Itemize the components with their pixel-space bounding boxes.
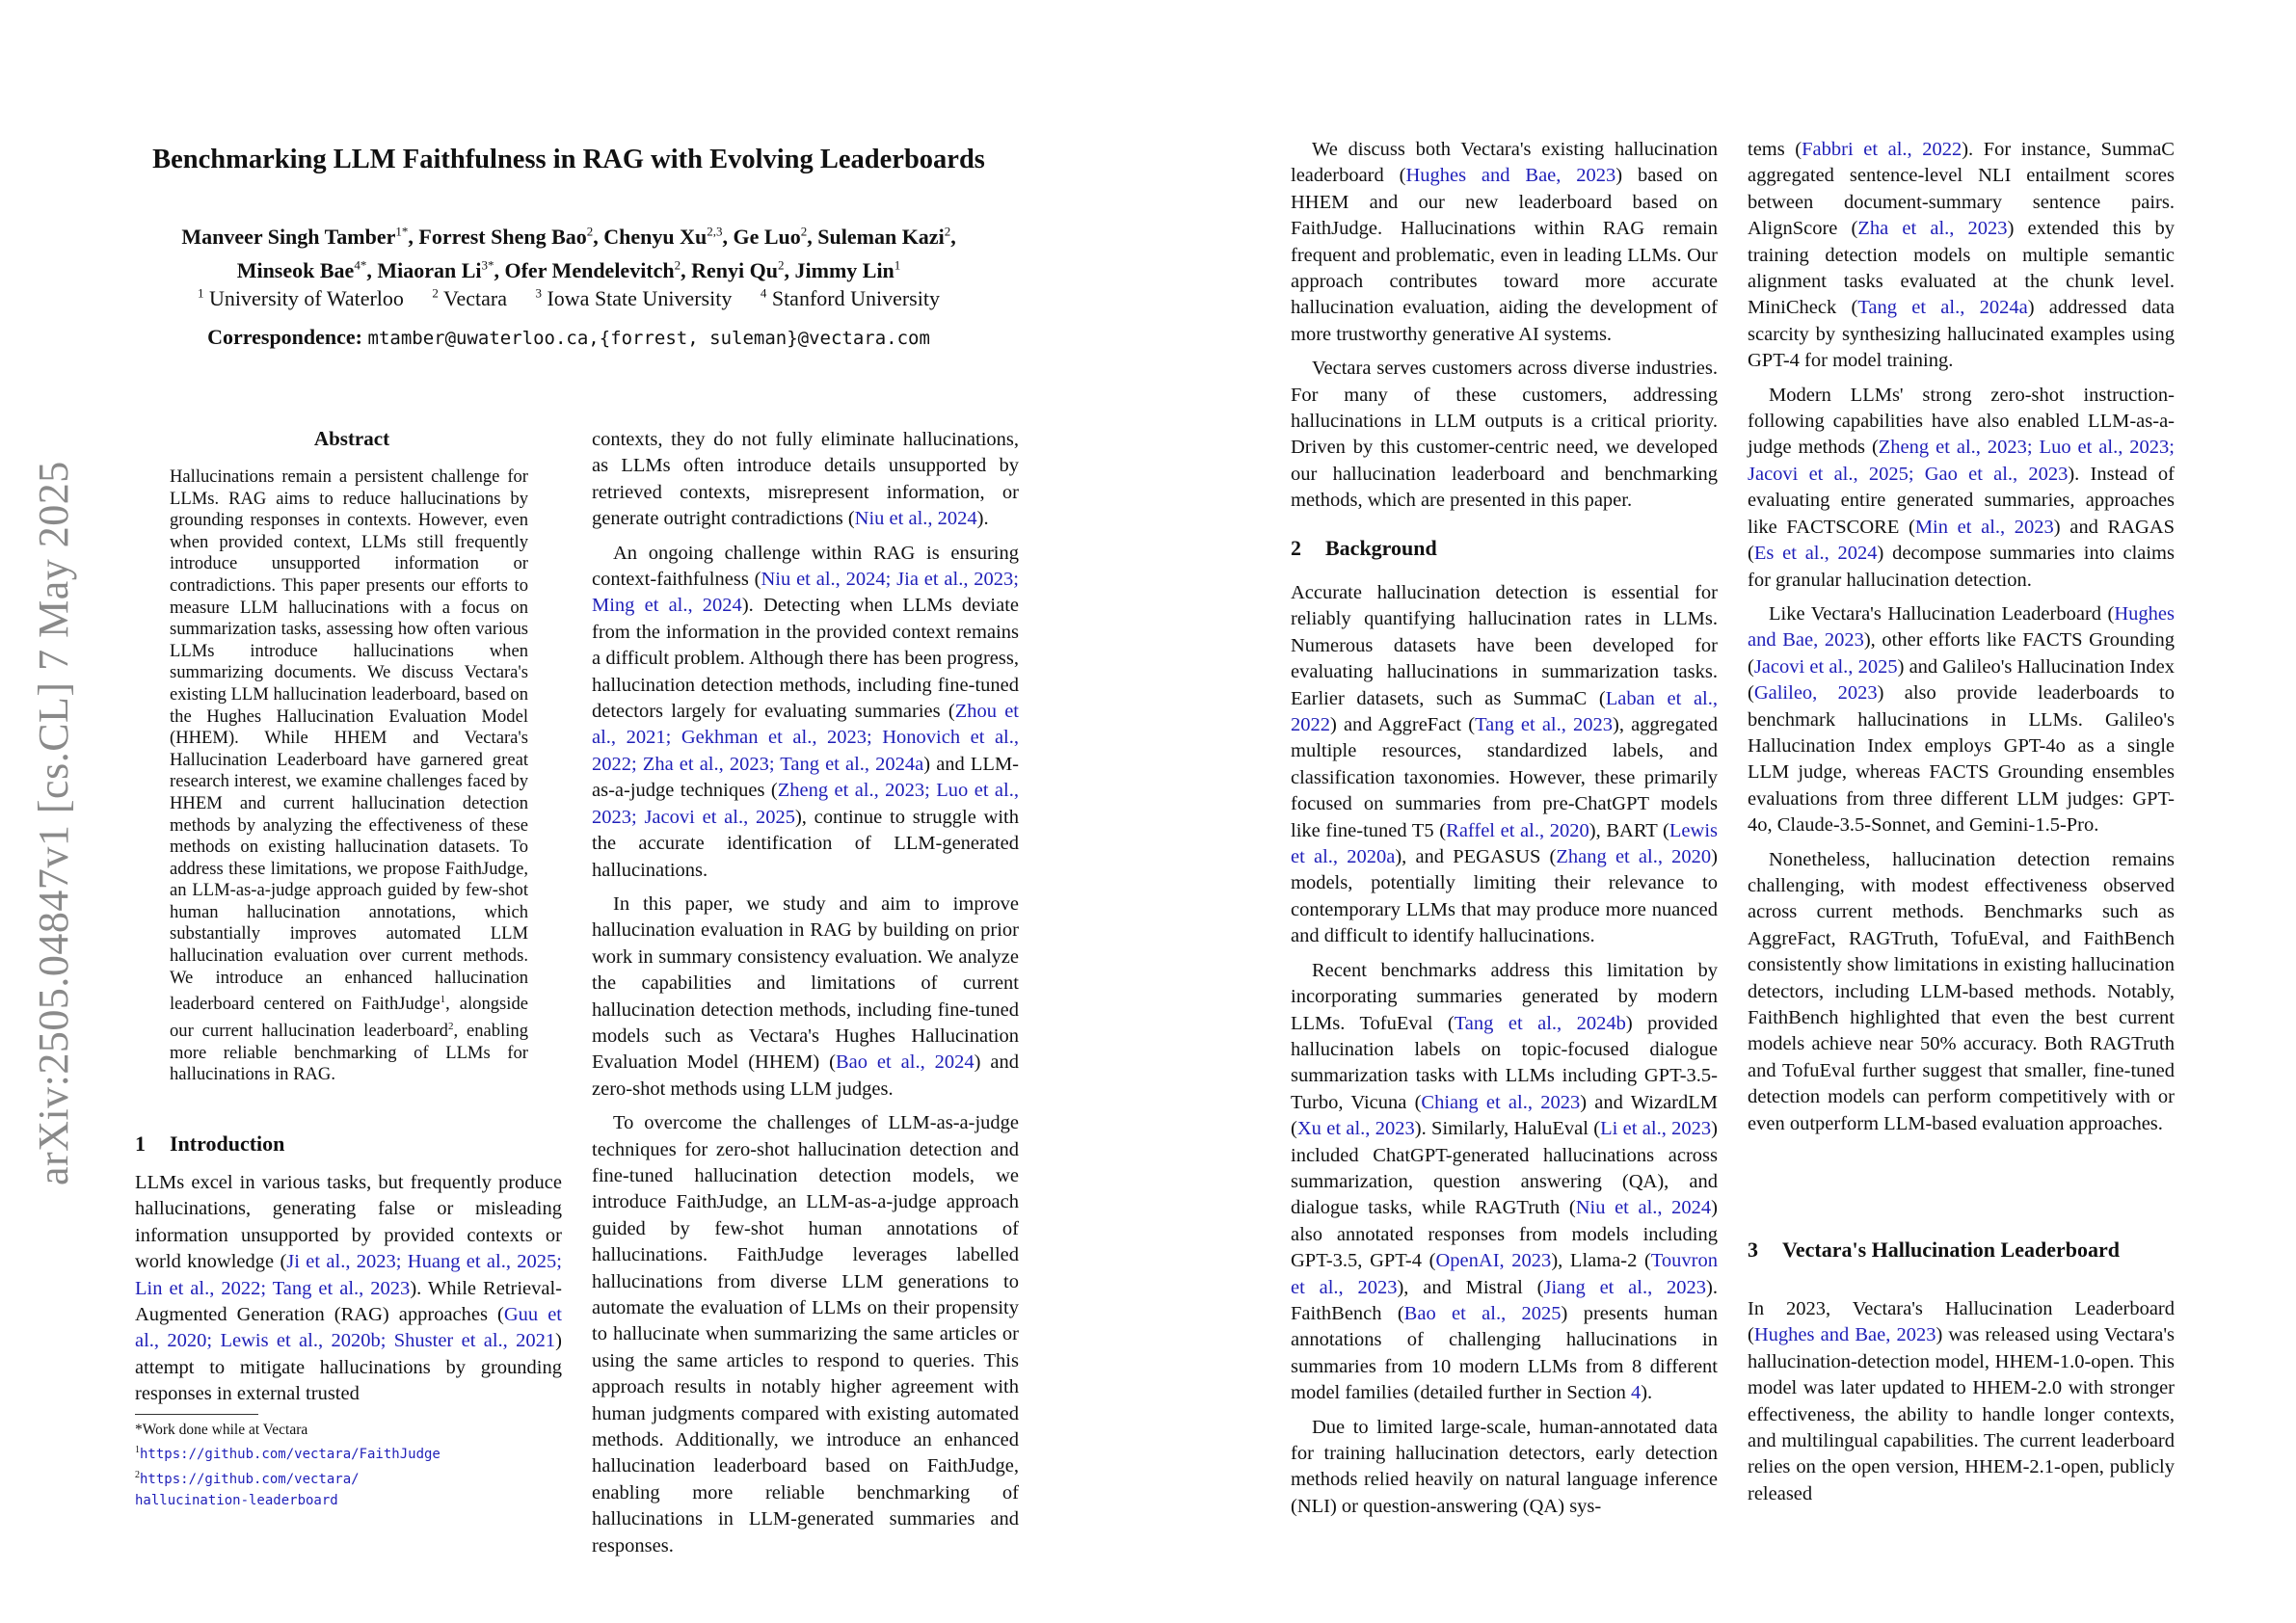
affiliation: $^4$ Stanford University xyxy=(760,286,940,311)
citation-link[interactable]: Niu et al., 2024 xyxy=(1575,1197,1712,1219)
section-heading-background: 2 Background xyxy=(1291,536,1437,560)
author: Suleman Kazi$^2$, xyxy=(817,225,956,250)
footnote-link[interactable]: https://github.com/vectara/ xyxy=(140,1472,360,1488)
citation-link[interactable]: Touvron et al., 2023 xyxy=(1291,1250,1719,1298)
citation-link[interactable]: Lewis et al., 2020a xyxy=(1291,819,1718,868)
section-link[interactable]: 4 xyxy=(1630,1382,1642,1404)
author: Minseok Bae$^{4*}$, xyxy=(236,257,378,282)
author: Ofer Mendelevitch$^2$, xyxy=(504,257,692,282)
citation-link[interactable]: Zhou et al., 2021; Gekhman et al., 2023; Honovich et al., 2022; Zha et al., 2023; Tang et al., 2024a xyxy=(592,701,1019,775)
citation-link[interactable]: Hughes and Bae, 2023 xyxy=(1405,165,1616,187)
intro-column xyxy=(135,1170,562,1416)
paragraph: Nonetheless, hallucination detection remains challenging, with modest effectiveness observed across current methods. Benchmarks such as AggreFact, RAGTruth, TofuEval, and FaithBench consistently show limitations in existing hallucination detectors, including LLM-based methods. Notably, FaithBench highlighted that even the best current models achieve near 50% accuracy. Both RAGTruth and TofuEval further suggest that smaller, fine-tuned detection models can perform competitively with or even outperform LLM-based evaluation approaches. xyxy=(1748,848,2175,1134)
citation-link[interactable]: Hughes and Bae, 2023 xyxy=(1753,1324,1936,1346)
citation-link[interactable]: Niu et al., 2024 xyxy=(854,508,977,530)
affiliation: $^2$ Vectara xyxy=(432,286,507,311)
paragraph: To overcome the challenges of LLM-as-a-judge techniques for zero-shot hallucination detection and fine-tuned hallucination detection models, we introduce FaithJudge, an LLM-as-a-judge approach guided by few-shot human annotations of hallucinations. FaithJudge leverages labelled hallucinations from diverse LLM generations to automate the evaluation of LLMs on their propensity to hallucinate when summarizing the same articles or using the same articles to respond to queries. This approach results in notably higher agreement with human judgments compared with existing automated methods. Additionally, we introduce an enhanced hallucination leaderboard based on FaithJudge, enabling more reliable benchmarking of hallucinations in LLM-generated summaries and responses. xyxy=(592,1112,1019,1556)
arxiv-identifier: arXiv:2505.04847v1 [cs.CL] 7 May 2025 xyxy=(30,461,77,1185)
author: Forrest Sheng Bao$^2$, xyxy=(418,225,604,250)
citation-link[interactable]: Xu et al., 2023 xyxy=(1296,1118,1415,1140)
column-3-background xyxy=(1291,580,1718,1528)
paragraph: An ongoing challenge within RAG is ensuring context-faithfulness (Niu et al., 2024; Jia et al., 2023; Ming et al., 2024). Detecting when LLMs deviate from the information in the provided context remains a difficult problem. Although there has been progress, hallucination detection methods, including fine-tuned detectors largely for evaluating summaries (Zhou et al., 2021; Gekhman et al., 2023; Honovich et al., 2022; Zha et al., 2023; Tang et al., 2024a) and LLM-as-a-judge techniques (Zheng et al., 2023; Luo et al., 2023; Jacovi et al., 2025), continue to struggle with the accurate identification of LLM-generated hallucinations. xyxy=(592,542,1020,881)
column-4-leaderboard xyxy=(1748,1296,2175,1515)
citation-link[interactable]: Guu et al., 2020; Lewis et al., 2020b; Shuster et al., 2021 xyxy=(135,1304,562,1352)
correspondence-label: Correspondence: xyxy=(207,325,363,349)
column-2 xyxy=(592,427,1019,1567)
footnote-2-cont xyxy=(135,1490,559,1511)
section-heading-leaderboard: 3 Vectara's Hallucination Leaderboard xyxy=(1748,1237,2120,1262)
author: Chenyu Xu$^{2,3}$, xyxy=(603,225,734,250)
citation-link[interactable]: Min et al., 2023 xyxy=(1914,516,2054,538)
citation-link[interactable]: Fabbri et al., 2022 xyxy=(1802,139,1962,160)
paragraph: In this paper, we study and aim to improve hallucination evaluation in RAG by building on prior work in summary consistency evaluation. We analyze the capabilities and limitations of current hallucination detection methods, including fine-tuned models such as Vectara's Hughes Hallucination Evaluation Model (HHEM) (Bao et al., 2024) and zero-shot methods using LLM judges. xyxy=(592,892,1019,1100)
citation-link[interactable]: Tang et al., 2024b xyxy=(1454,1012,1626,1034)
citation-link[interactable]: Zhang et al., 2020 xyxy=(1556,846,1712,868)
author: Jimmy Lin$^1$ xyxy=(794,257,901,282)
paragraph: Accurate hallucination detection is essential for reliably quantifying hallucination rates in LLMs. Numerous datasets have been developed for evaluating hallucinations in summarization tasks. Earlier datasets, such as SummaC (Laban et al., 2022) and AggreFact (Tang et al., 2023), aggregated multiple resources, standardized labels, and classification taxonomies. However, these primarily focused on summaries from pre-ChatGPT models like fine-tuned T5 (Raffel et al., 2020), BART (Lewis et al., 2020a), and PEGASUS (Zhang et al., 2020) models, potentially limiting their relevance to contemporary LLMs that may produce more nuanced and difficult to identify hallucinations. xyxy=(1291,582,1719,947)
paragraph: We discuss both Vectara's existing hallucination leaderboard (Hughes and Bae, 2023) based on HHEM and our new leaderboard based on FaithJudge. Hallucinations within RAG remain frequent and problematic, even in leading LLMs. Our approach contributes toward more accurate hallucination evaluation, aiding the development of more trustworthy generative AI systems. xyxy=(1291,139,1718,345)
paragraph: Due to limited large-scale, human-annotated data for training hallucination detectors, early detection methods relied heavily on natural language inference (NLI) or question-answering (QA) sys- xyxy=(1291,1416,1718,1517)
footnote-ref[interactable]: 2 xyxy=(447,1021,454,1033)
paragraph: contexts, they do not fully eliminate hallucinations, as LLMs often introduce details unsupported by retrieved contexts, misrepresent information, or generate outright contradictions (Niu et al., 2024). xyxy=(592,429,1019,530)
correspondence xyxy=(135,325,1002,350)
author-line-2 xyxy=(135,251,1002,283)
citation-link[interactable]: Galileo, 2023 xyxy=(1753,682,1878,705)
author: Miaoran $Li^{3*}$, xyxy=(377,257,505,282)
footnote-1: $^1$https://github.com/vectara/FaithJudge xyxy=(135,1445,441,1463)
paragraph: In 2023, Vectara's Hallucination Leaderboard (Hughes and Bae, 2023) was released using Vectara's hallucination-detection model, HHEM-1.0-open. This model was later updated to HHEM-2.0 with stronger effectiveness, the ability to handle longer contexts, and multilingual capabilities. The current leaderboard relies on the open version, HHEM-2.1-open, publicly released xyxy=(1748,1298,2175,1504)
paragraph: LLMs excel in various tasks, but frequently produce hallucinations, generating false or misleading information unsupported by provided contexts or world knowledge (Ji et al., 2023; Huang et al., 2025; Lin et al., 2022; Tang et al., 2023). While Retrieval-Augmented Generation (RAG) approaches (Guu et al., 2020; Lewis et al., 2020b; Shuster et al., 2021) attempt to mitigate hallucinations by grounding responses in external trusted xyxy=(135,1172,562,1405)
citation-link[interactable]: Bao et al., 2024 xyxy=(835,1051,974,1074)
footnote-link[interactable]: https://github.com/vectara/FaithJudge xyxy=(140,1447,441,1463)
paragraph: Vectara serves customers across diverse industries. For many of these customers, addressing hallucinations in LLM outputs is a critical priority. Driven by this customer-centric need, we developed our hallucination leaderboard and benchmarking methods, which are presented in this paper. xyxy=(1291,358,1718,512)
citation-link[interactable]: Tang et al., 2023 xyxy=(1475,714,1613,736)
arxiv-side-stamp xyxy=(29,461,77,1185)
citation-link[interactable]: Niu et al., 2024; Jia et al., 2023; Ming et al., 2024 xyxy=(592,569,1019,617)
column-3 xyxy=(1291,137,1718,522)
citation-link[interactable]: Zheng et al., 2023; Luo et al., 2023; Jacovi et al., 2025; Gao et al., 2023 xyxy=(1748,437,2176,485)
author: Renyi Qu$^2$, xyxy=(691,257,795,282)
paper-title: Benchmarking LLM Faithfulness in RAG with Evolving Leaderboards xyxy=(152,145,985,174)
author-line-1 xyxy=(135,218,1002,251)
citation-link[interactable]: Raffel et al., 2020 xyxy=(1446,819,1589,841)
citation-link[interactable]: Hughes and Bae, 2023 xyxy=(1748,602,2175,652)
citation-link[interactable]: Li et al., 2023 xyxy=(1600,1118,1712,1140)
citation-link[interactable]: Jiang et al., 2023 xyxy=(1543,1276,1707,1298)
affiliation: $^3$ Iowa State University xyxy=(535,286,733,311)
citation-link[interactable]: Ji et al., 2023; Huang et al., 2025; Lin et al., 2022; Tang et al., 2023 xyxy=(135,1251,562,1299)
author-list xyxy=(135,218,1002,284)
citation-link[interactable]: Jacovi et al., 2025 xyxy=(1753,655,1898,678)
paragraph: Modern LLMs' strong zero-shot instruction-following capabilities have also enabled LLM-as-a-judge methods (Zheng et al., 2023; Luo et al., 2023; Jacovi et al., 2025; Gao et al., 2023). Instead of evaluating entire generated summaries, approaches like FACTSCORE (Min et al., 2023) and RAGAS (Es et al., 2024) decompose summaries into claims for granular hallucination detection. xyxy=(1748,384,2176,591)
affiliations xyxy=(135,286,1002,311)
author: Ge Luo$^2$, xyxy=(733,225,818,250)
footnotes xyxy=(135,1420,559,1511)
citation-link[interactable]: Zheng et al., 2023; Luo et al., 2023; Jacovi et al., 2025 xyxy=(592,780,1019,828)
right-page xyxy=(1148,0,2296,1623)
abstract-body: Hallucinations remain a persistent challenge for LLMs. RAG aims to reduce hallucinations by grounding responses in contexts. However, even when provided context, LLMs still frequently introduce unsupported information or contradictions. This paper presents our efforts to measure LLM hallucinations with a focus on summarization tasks, assessing how often various LLMs introduce hallucinations when summarizing documents. We discuss Vectara's existing LLM hallucination leaderboard, based on the Hughes Hallucination Evaluation Model (HHEM). While HHEM and Vectara's Hallucination Leaderboard have garnered great research interest, we examine challenges faced by HHEM and current hallucination detection methods by analyzing the effectiveness of these methods on existing hallucination datasets. To address these limitations, we propose FaithJudge, an LLM-as-a-judge approach guided by few-shot human hallucination annotations, which substantially improves automated LLM hallucination evaluation over current methods. We introduce an enhanced hallucination leaderboard centered on FaithJudge$^1$, alongside our current hallucination leaderboard$^2$, enabling more reliable benchmarking of LLMs for hallucinations in RAG. xyxy=(170,466,529,1085)
citation-link[interactable]: Chiang et al., 2023 xyxy=(1421,1091,1581,1113)
paragraph: tems (Fabbri et al., 2022). For instance, SummaC aggregated sentence-level NLI entailment scores between document-summary sentence pairs. AlignScore (Zha et al., 2023) extended this by training detection models on multiple semantic alignment tasks evaluated at the chunk level. MiniCheck (Tang et al., 2024a) addressed data scarcity by synthesizing hallucinated examples using GPT-4 for model training. xyxy=(1748,139,2175,372)
abstract-heading: Abstract xyxy=(313,427,390,450)
column-4 xyxy=(1748,137,2175,1145)
footnote-star: *Work done while at Vectara xyxy=(135,1422,308,1438)
citation-link[interactable]: OpenAI, 2023 xyxy=(1435,1250,1552,1272)
citation-link[interactable]: Bao et al., 2025 xyxy=(1403,1302,1562,1324)
author: Manveer Singh Tamber$^{1*}$, xyxy=(181,225,419,250)
footnote-2: $^2$https://github.com/vectara/ xyxy=(135,1470,360,1488)
section-heading-introduction: 1 Introduction xyxy=(135,1131,285,1156)
footnote-link[interactable]: hallucination-leaderboard xyxy=(135,1493,338,1509)
paragraph: Recent benchmarks address this limitation by incorporating summaries generated by modern LLMs. TofuEval (Tang et al., 2024b) provided hallucination labels on topic-focused dialogue summarization tasks with LLMs including GPT-3.5-Turbo, Vicuna (Chiang et al., 2023) and WizardLM (Xu et al., 2023). Similarly, HaluEval (Li et al., 2023) included ChatGPT-generated hallucinations across summarization, question answering (QA), and dialogue tasks, while RAGTruth (Niu et al., 2024) also annotated responses from models including GPT-3.5, GPT-4 (OpenAI, 2023), Llama-2 (Touvron et al., 2023), and Mistral (Jiang et al., 2023). FaithBench (Bao et al., 2025) presents human annotations of challenging hallucinations in summaries from 10 modern LLMs from 8 different model families (detailed further in Section 4). xyxy=(1291,959,1719,1404)
citation-link[interactable]: Zha et al., 2023 xyxy=(1857,218,2008,240)
citation-link[interactable]: Laban et al., 2022 xyxy=(1291,687,1719,736)
citation-link[interactable]: Tang et al., 2024a xyxy=(1857,297,2028,319)
footnote-rule xyxy=(135,1414,258,1415)
correspondence-emails: mtamber@uwaterloo.ca,{forrest, suleman}@vectara.com xyxy=(367,328,930,349)
affiliation: $^1$ University of Waterloo xyxy=(198,286,404,311)
citation-link[interactable]: Es et al., 2024 xyxy=(1753,543,1878,565)
footnote-ref[interactable]: 1 xyxy=(440,994,446,1006)
paragraph: Like Vectara's Hallucination Leaderboard (Hughes and Bae, 2023), other efforts like FACTS Grounding (Jacovi et al., 2025) and Galileo's Hallucination Index (Galileo, 2023) also provide leaderboards to benchmark hallucinations in LLMs. Galileo's Hallucination Index employs GPT-4o as a single LLM judge, whereas FACTS Grounding ensembles evaluations from three different LLM judges: GPT-4o, Claude-3.5-Sonnet, and Gemini-1.5-Pro. xyxy=(1748,602,2175,837)
